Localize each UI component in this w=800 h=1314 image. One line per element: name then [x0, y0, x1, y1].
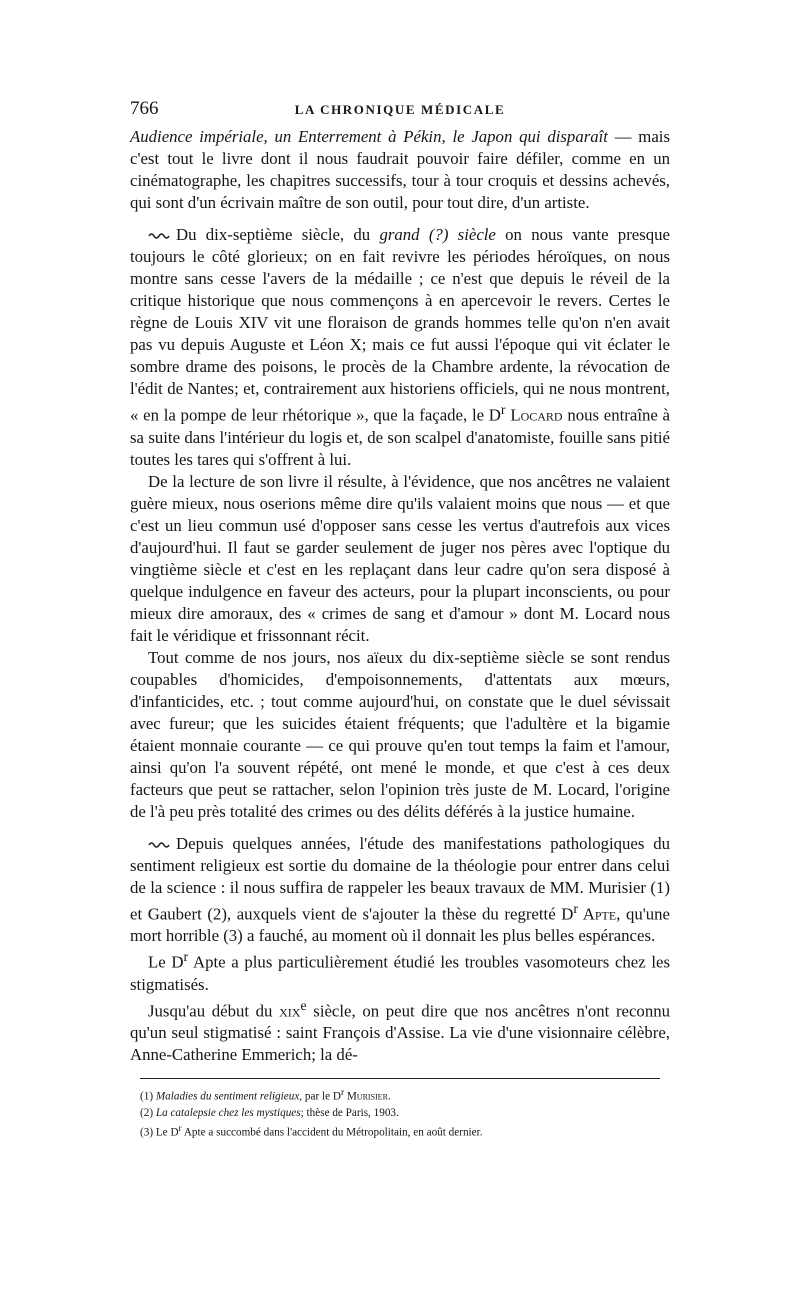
wavy-line-icon: [148, 232, 170, 240]
doctor-abbrev-sup: r: [573, 901, 579, 917]
footnote-1-title: Maladies du sentiment religieux: [155, 1091, 300, 1104]
century-sup: e: [300, 998, 307, 1014]
paragraph-5-text-a: Depuis quelques années, l'étude des manifestations pathologiques du sentiment religieux est sortie du domaine de la théologie pour entrer dans celui de la science : il nous suffira de rappeler les beaux travaux de MM. Murisier (1) et Gaubert (2), auxquels vient de s'ajouter la thèse du regretté D: [130, 833, 670, 924]
footnote-1-text-b: .: [387, 1091, 391, 1104]
paragraph-5-text-b: , qu'une mort horrible (3) a fauché, au moment où il donnait les plus belles espérances.: [130, 904, 670, 946]
footnote-3-text-a: (3) Le D: [140, 1126, 179, 1139]
footnote-1-author: Murisier: [344, 1091, 388, 1104]
doctor-abbrev-sup: r: [340, 1088, 345, 1099]
paragraph-1-text: — mais c'est tout le livre dont il nous faudrait pouvoir faire défiler, comme en un cinématographe, les chapitres successifs, tour à tour croquis et dessins achevés, qui sont d'un écrivain maître de son outil, pour tout dire, d'un artiste.: [130, 127, 671, 212]
footnote-3-text-b: Apte a succombé dans l'accident du Métropolitain, en août dernier.: [181, 1126, 483, 1139]
grand-siecle-italic: grand (?) siècle: [379, 225, 496, 244]
footnote-3: [140, 1121, 660, 1141]
footnote-1-text-a: , par le D: [299, 1091, 341, 1104]
author-name-locard: Locard: [505, 405, 563, 425]
footnote-1: [140, 1085, 660, 1105]
paragraph-5: [130, 833, 670, 948]
wavy-line-icon: [148, 841, 170, 849]
footnote-2-text: ; thèse de Paris, 1903.: [300, 1107, 399, 1120]
paragraph-7-text-b: siècle, on peut dire que nos ancêtres n'ont reconnu qu'un seul stigmatisé : saint François d'Assise. La vie d'une visionnaire célèbre, Anne-Catherine Emmerich; la dé-: [130, 1001, 670, 1065]
doctor-abbrev-sup: r: [183, 950, 189, 966]
paragraph-4: Tout comme de nos jours, nos aïeux du dix-septième siècle se sont rendus coupables d'homicides, d'empoisonnements, d'attentats aux mœurs, d'infanticides, etc. ; tout comme aujourd'hui, on constate que le duel sévissait avec fureur; que les suicides étaient fréquents; que l'adultère et la bigamie étaient monnaie courante — ce qui prouve qu'en tout temps la faim et l'amour, ainsi qu'on l'a souvent répété, ont mené le monde, et que c'est à ces deux facteurs que peut se rattacher, selon l'opinion très juste de M. Locard, l'origine de l'à peu près totalité des crimes ou des délits déférés à la justice humaine.: [130, 647, 670, 821]
footnotes: [140, 1078, 660, 1140]
running-title: LA CHRONIQUE MÉDICALE: [294, 102, 506, 117]
footnote-2-number: (2): [140, 1107, 156, 1120]
paragraph-3: De la lecture de son livre il résulte, à l'évidence, que nos ancêtres ne valaient guère mieux, nous oserions même dire qu'ils valaient moins que nous — et que c'est un lieu commun usé d'opposer sans cesse les vertus d'autrefois aux vices d'aujourd'hui. Il faut se garder seulement de juger nos pères avec l'optique du vingtième siècle et c'est en les replaçant dans leur cadre qu'on sera disposé à quelque indulgence en faveur des acteurs, pour la plupart inconscients, ou pour mieux dire amoraux, des « crimes de sang et d'amour » dont M. Locard nous fait le véridique et frissonnant récit.: [130, 471, 670, 645]
book-chapters-italic: Audience impériale, un Enterrement à Pékin, le Japon qui disparaît: [130, 127, 608, 146]
article-body: [130, 126, 670, 1066]
paragraph-7: [130, 996, 670, 1067]
footnote-2: [140, 1105, 660, 1121]
page-header: [130, 98, 670, 126]
century-numeral: xix: [279, 1001, 301, 1021]
page-number: 766: [130, 98, 159, 119]
document-page: [130, 98, 670, 1141]
paragraph-6-text-a: Le D: [148, 952, 184, 972]
paragraph-6-text-b: Apte a plus particulièrement étudié les troubles vasomoteurs chez les stigmatisés.: [130, 952, 671, 994]
paragraph-2-text-a: Du dix-septième siècle, du: [176, 225, 380, 244]
author-name-apte: Apte: [578, 904, 617, 924]
footnote-1-number: (1): [140, 1091, 156, 1104]
doctor-abbrev-sup: r: [500, 403, 506, 418]
paragraph-2: [130, 224, 670, 471]
paragraph-2-text-c: nous entraîne à sa suite dans l'intérieur du logis et, de son scalpel d'anatomiste, fouille sans pitié toutes les tares qui s'offrent à lui.: [130, 405, 671, 469]
doctor-abbrev-sup: r: [178, 1124, 182, 1135]
paragraph-1: [130, 126, 670, 214]
paragraph-2-text-b: on nous vante presque toujours le côté glorieux; on en fait revivre les périodes héroïques, on nous montre sans cesse l'avers de la médaille ; ce n'est que depuis le réveil de la critique historique que nous commençons à en apercevoir le revers. Certes le règne de Louis XIV vit une floraison de grands hommes telle qu'on n'en avait pas vu depuis Auguste et Léon X; mais ce fut aussi l'époque qui vit éclater le sombre drame des poisons, le procès de la Chambre ardente, la révocation de l'édit de Nantes; et, contrairement aux historiens officiels, qui ne nous montrent, « en la pompe de leur rhétorique », que la façade, le D: [130, 225, 670, 425]
footnote-2-title: La catalepsie chez les mystiques: [155, 1107, 301, 1120]
paragraph-6: [130, 947, 670, 996]
paragraph-7-text-a: Jusqu'au début du: [148, 1001, 280, 1021]
